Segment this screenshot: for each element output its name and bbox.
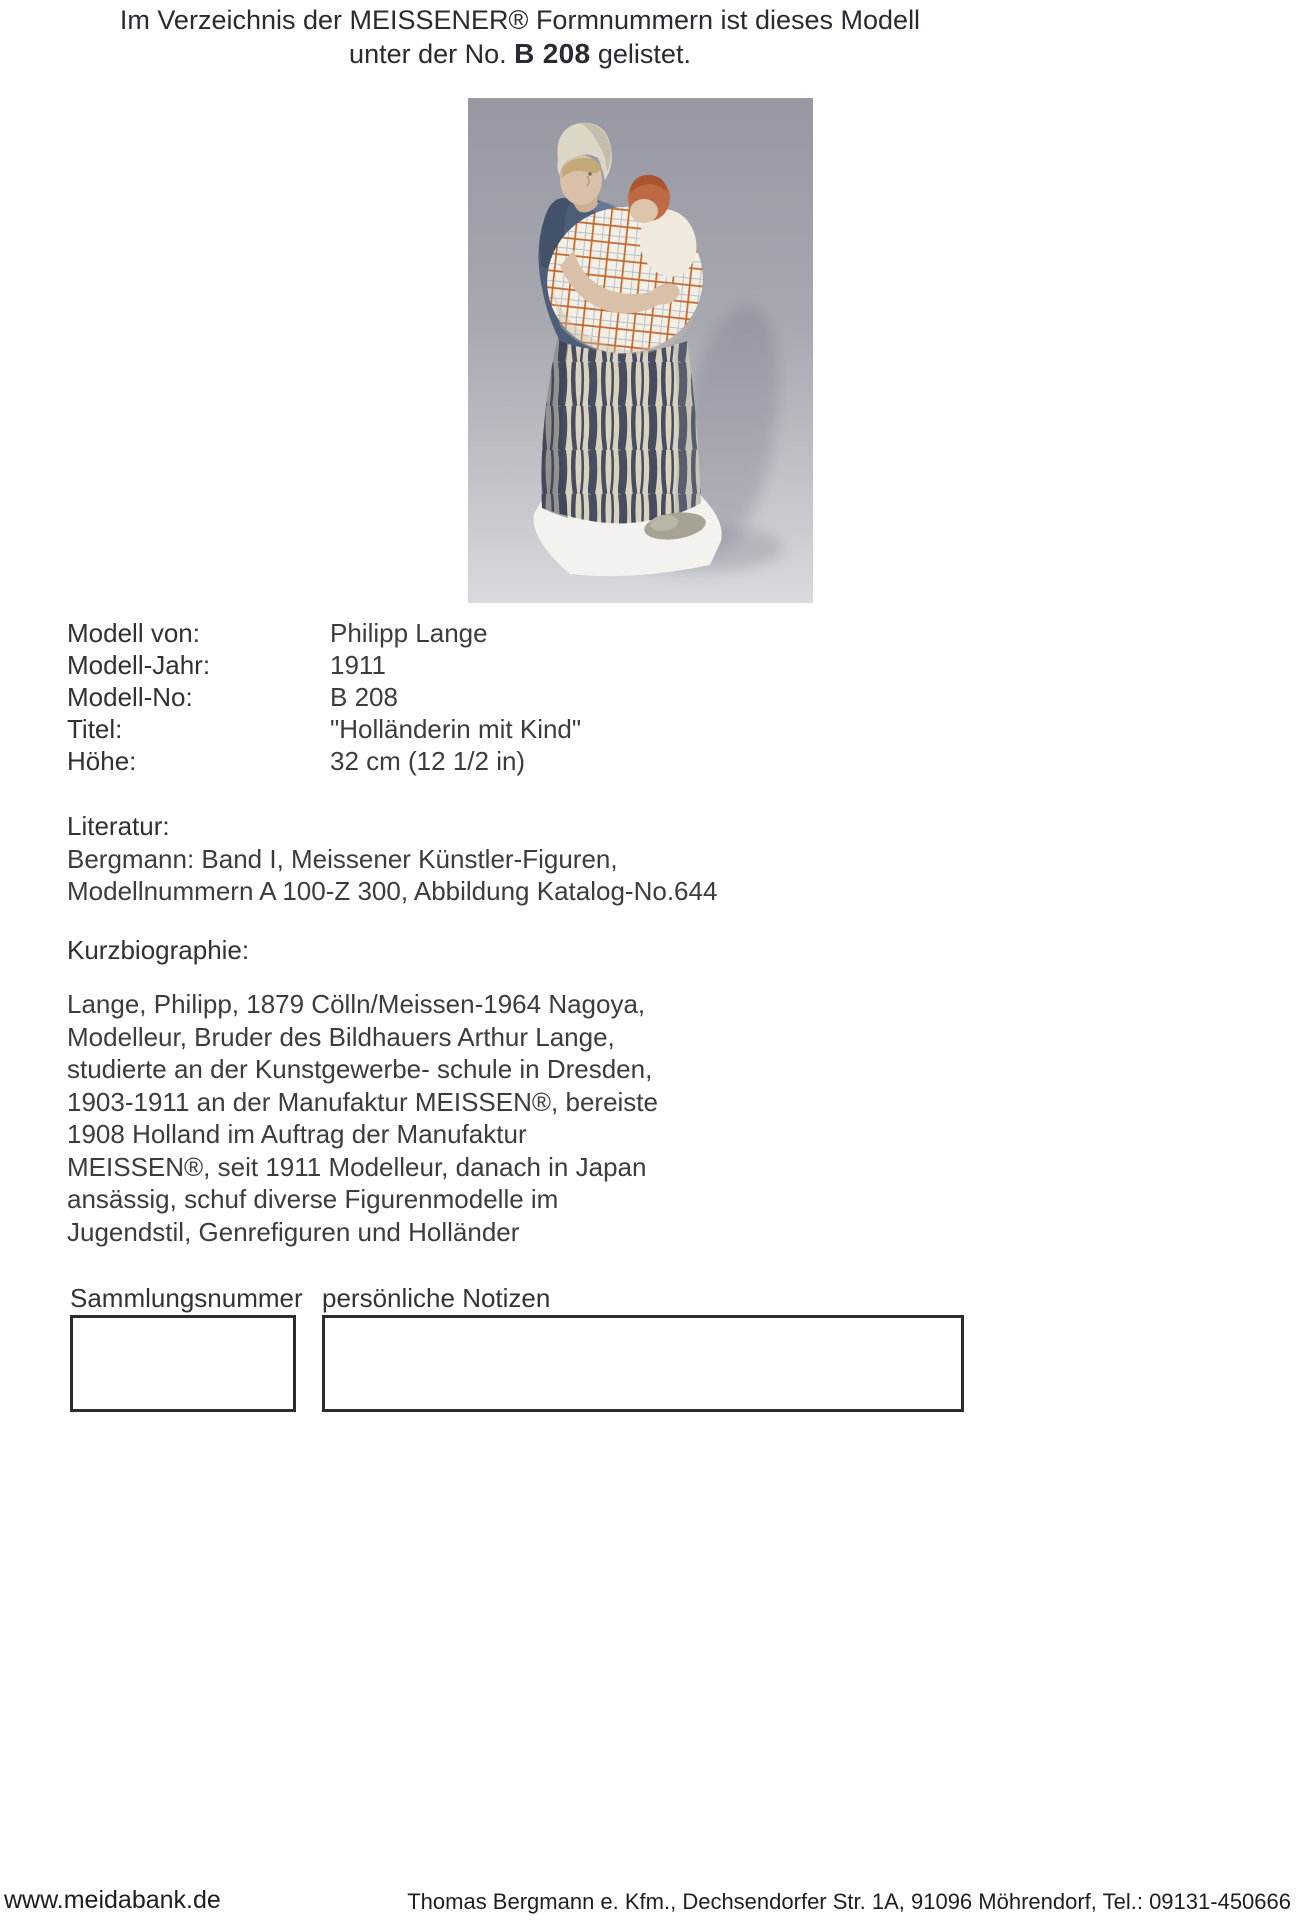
detail-label: Titel: — [67, 714, 123, 744]
personal-notes-label: persönliche Notizen — [322, 1283, 551, 1313]
header-line-2-suffix: gelistet. — [597, 39, 691, 69]
personal-notes-field[interactable] — [322, 1315, 964, 1412]
biography-line: MEISSEN®, seit 1911 Modelleur, danach in Japan — [67, 1151, 647, 1182]
detail-label: Modell-Jahr: — [67, 650, 211, 680]
detail-value: Philipp Lange — [330, 618, 488, 648]
footer-dealer-address: Thomas Bergmann e. Kfm., Dechsendorfer Str. 1A, 91096 Möhrendorf, Tel.: 09131-450666 — [407, 1889, 1291, 1914]
detail-value: 32 cm (12 1/2 in) — [330, 746, 526, 776]
detail-value: B 208 — [330, 682, 398, 712]
header-line-1: Im Verzeichnis der MEISSENER® Formnummern ist dieses Modell — [119, 5, 921, 35]
biography-line: Modelleur, Bruder des Bildhauers Arthur Lange, — [67, 1021, 615, 1052]
biography-heading: Kurzbiographie: — [67, 935, 250, 965]
detail-row-titel — [67, 713, 581, 745]
footer-website: www.meidabank.de — [4, 1886, 221, 1914]
collection-number-label: Sammlungsnummer — [70, 1283, 303, 1313]
literatur-heading: Literatur: — [67, 811, 170, 841]
biography-line: 1908 Holland im Auftrag der Manufaktur — [67, 1119, 527, 1149]
detail-row-modell-jahr — [67, 649, 581, 681]
biography-text — [67, 988, 658, 1248]
detail-value: "Holländerin mit Kind" — [330, 714, 582, 744]
biography-line: studierte an der Kunstgewerbe- schule in Dresden, — [67, 1054, 653, 1084]
detail-value: 1911 — [330, 650, 386, 680]
figurine-photo — [468, 98, 813, 603]
biography-line: Jugendstil, Genrefiguren und Holländer — [67, 1216, 520, 1247]
literatur-line: Modellnummern A 100-Z 300, Abbildung Katalog-No.644 — [67, 876, 718, 906]
detail-row-modell-von — [67, 617, 581, 649]
header — [0, 4, 1040, 71]
details-table — [67, 617, 581, 777]
detail-row-modell-no — [67, 681, 581, 713]
header-line-2-prefix: unter der No. — [349, 39, 507, 69]
figurine-illustration — [468, 98, 813, 603]
collection-number-field[interactable] — [70, 1315, 296, 1412]
literatur-text — [67, 843, 717, 907]
biography-line: ansässig, schuf diverse Figurenmodelle im — [67, 1184, 559, 1214]
model-number: B 208 — [514, 38, 591, 69]
detail-row-hoehe — [67, 745, 581, 777]
biography-line: 1903-1911 an der Manufaktur MEISSEN®, bereiste — [67, 1086, 658, 1117]
detail-label: Modell von: — [67, 618, 200, 648]
detail-label: Höhe: — [67, 746, 137, 776]
literatur-line: Bergmann: Band I, Meissener Künstler-Figuren, — [67, 844, 618, 874]
detail-label: Modell-No: — [67, 682, 193, 712]
header-line-2 — [0, 37, 1040, 71]
biography-line: Lange, Philipp, 1879 Cölln/Meissen-1964 Nagoya, — [67, 989, 646, 1019]
